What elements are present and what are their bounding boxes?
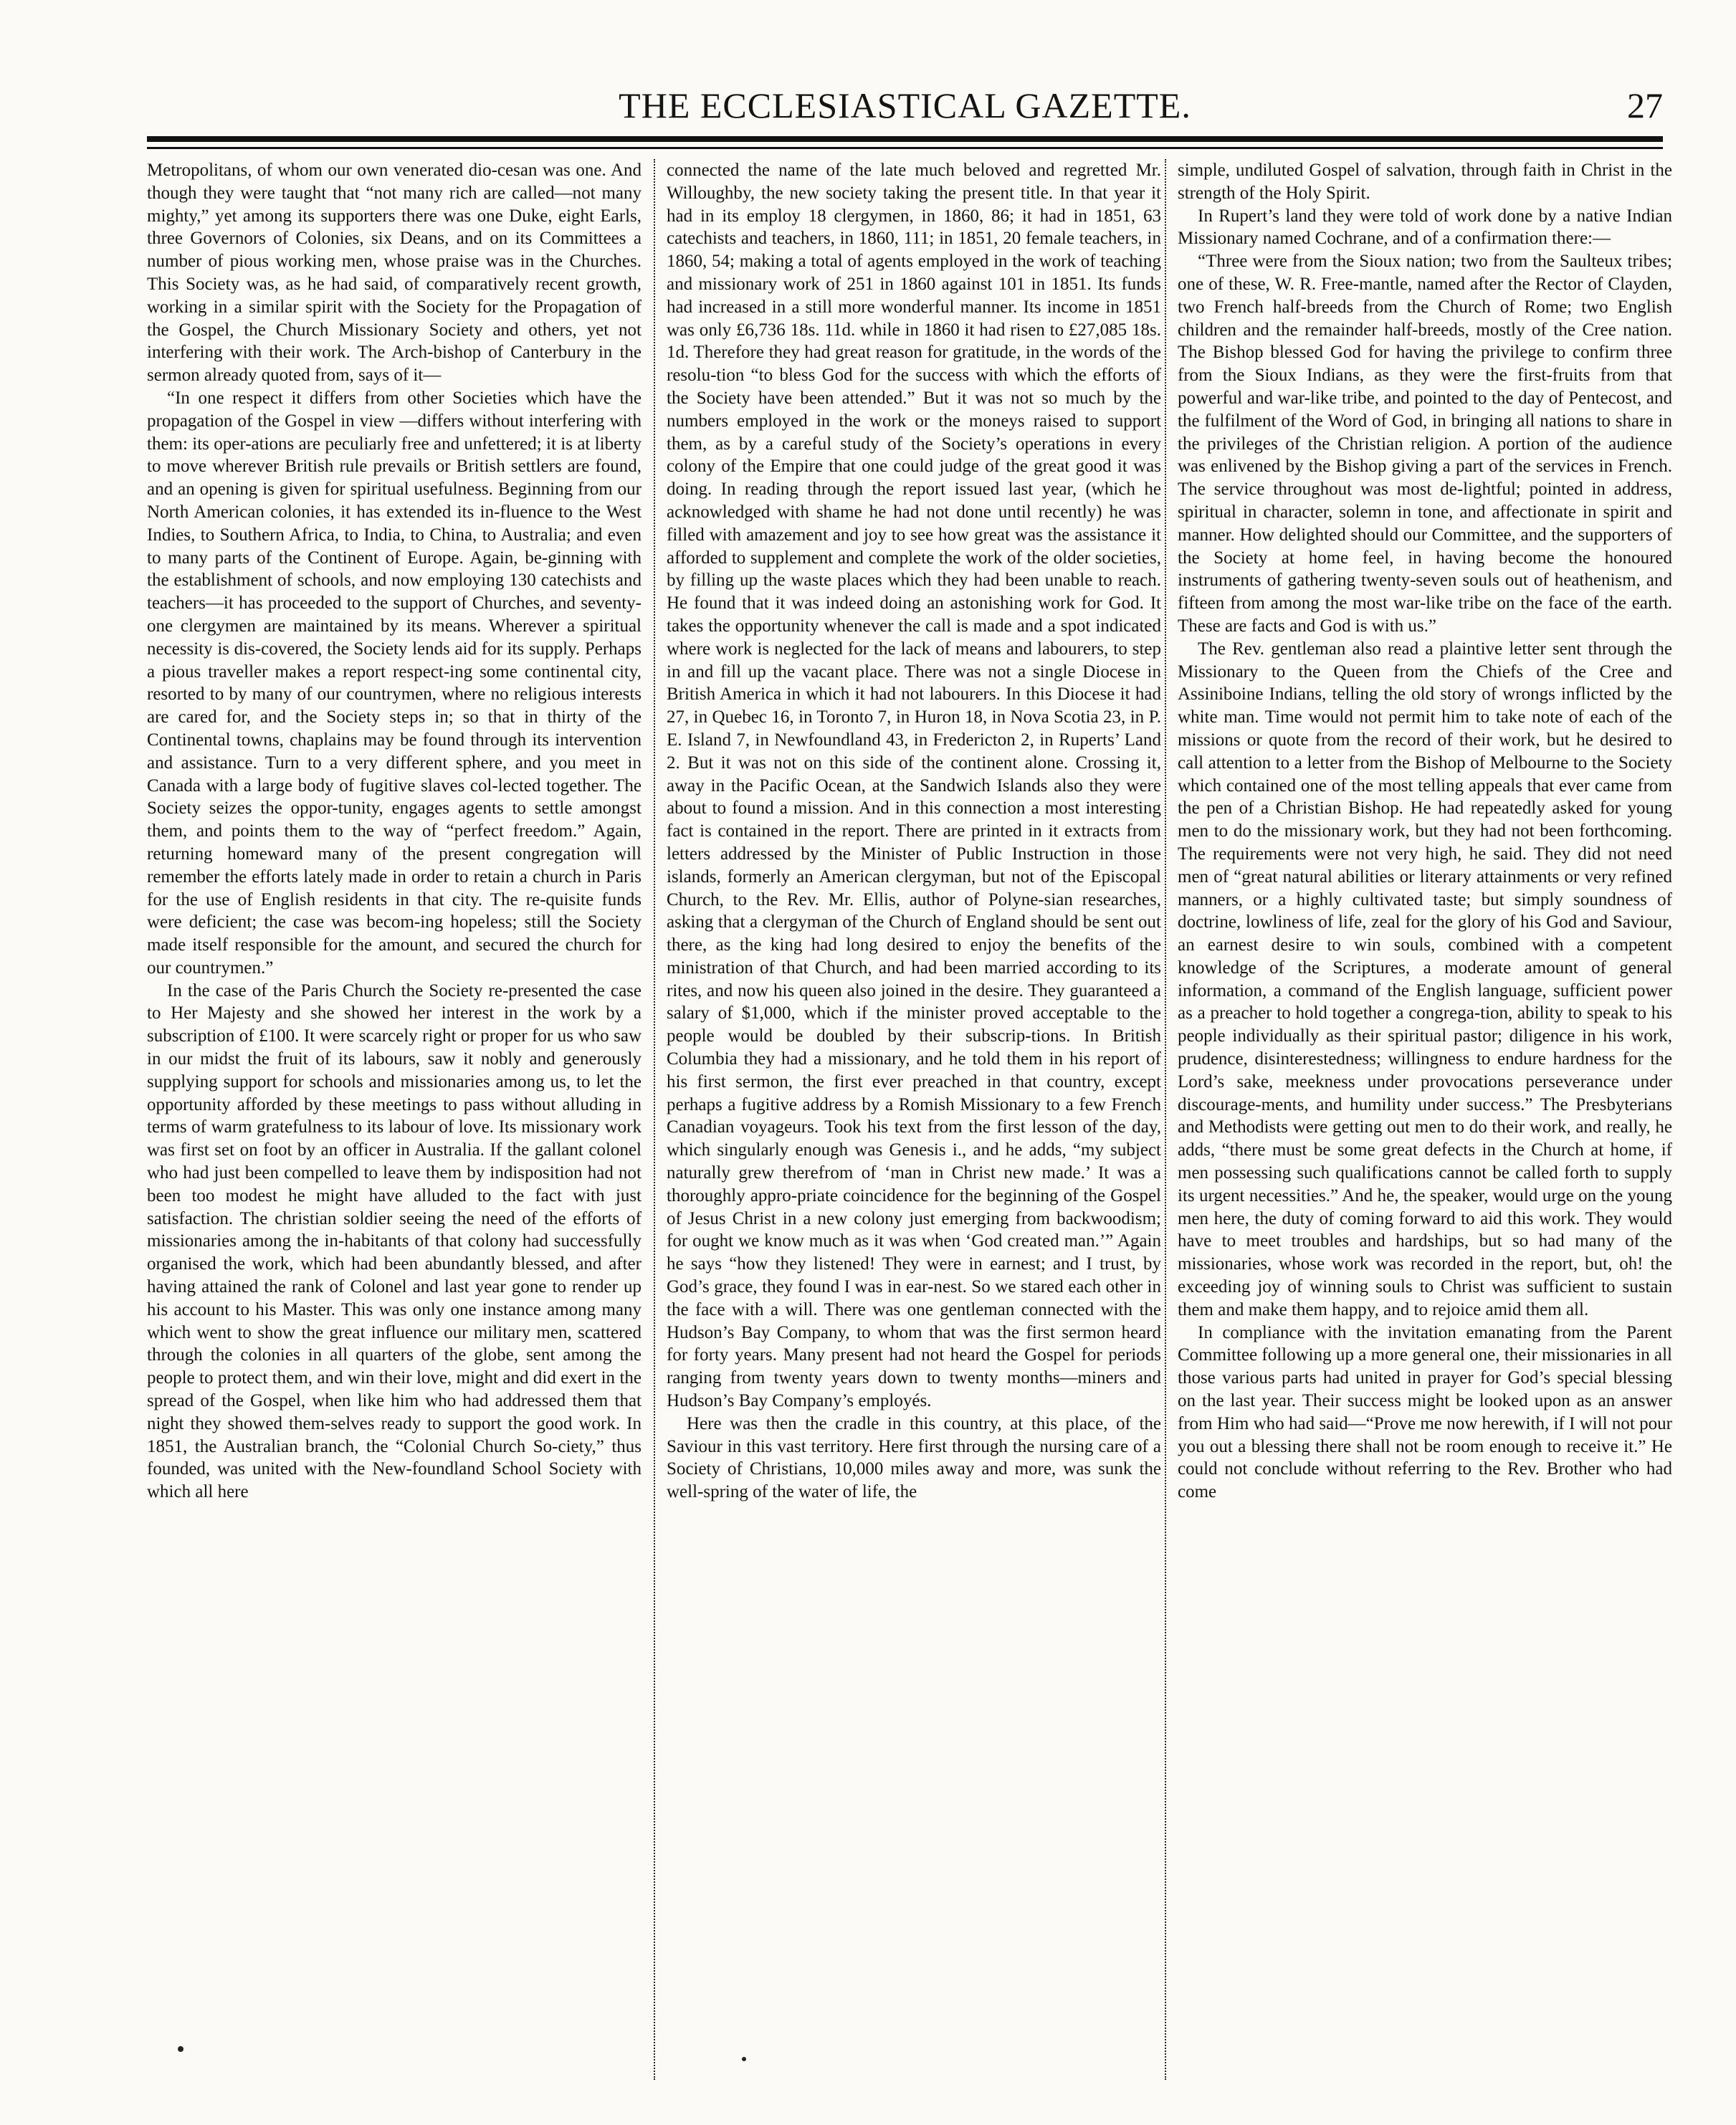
column-divider: [654, 159, 655, 2080]
column-3-paragraph: simple, undiluted Gospel of salvation, through faith in Christ in the strength of the Holy Spirit.: [1178, 161, 1672, 203]
header-rule-thick: [147, 136, 1663, 142]
column-3-paragraph: In compliance with the invitation emanating from the Parent Committee following up a more general one, their missionaries in all those various parts had united in prayer for God’s special blessing on the last year. Their success might be looked upon as an answer from Him who had said—“Prove me now herewith, if I will not pour you out a blessing there shall not be room enough to receive it.” He could not conclude without referring to the Rev. Brother who had come: [1178, 1322, 1672, 1502]
column-1-paragraph: In the case of the Paris Church the Society re-presented the case to Her Majesty and she showed her interest in the work by a subscription of £100. It were scarcely right or proper for us who saw in our midst the fruit of its labours, saw it nobly and generously supplying support for schools and missionaries among us, to let the opportunity afforded by these meetings to pass without alluding in terms of warm gratefulness to its labour of love. Its missionary work was first set on foot by an officer in Australia. If the gallant colonel who had just been compelled to leave them by indisposition had not been too modest he might have alluded to the fact with just satisfaction. The christian soldier seeing the need of the efforts of missionaries among the in-habitants of that colony had successfully organised the work, which had been abundantly blessed, and after having attained the rank of Colonel and last year gone to render up his account to his Master. This was only one instance among many which went to show the great influence our military men, scattered through the colonies in all quarters of the globe, sent among the people to protect them, and win their love, might and did exert in the spread of the Gospel, when like him who had addressed them that night they showed them-selves ready to support the good work. In 1851, the Australian branch, the “Colonial Church So-ciety,” thus founded, was united with the New-foundland School Society with which all here: [147, 980, 642, 1502]
column-2: [667, 159, 1161, 2080]
ink-speck: [742, 2057, 746, 2061]
publication-title: THE ECCLESIASTICAL GAZETTE.: [619, 85, 1191, 125]
column-2-paragraph: connected the name of the late much beloved and regretted Mr. Willoughby, the new society taking the present title. In that year it had in its employ 18 clergymen, in 1860, 86; it had in 1851, 63 catechists and teachers, in 1860, 111; in 1851, 20 female teachers, in 1860, 54; making a total of agents employed in the work of teaching and missionary work of 251 in 1860 against 101 in 1851. Its funds had increased in a still more wonderful manner. Its income in 1851 was only £6,736 18s. 11d. while in 1860 it had risen to £27,085 18s. 1d. Therefore they had great reason for gratitude, in the words of the resolu-tion “to bless God for the success with which the efforts of the Society have been attended.” But it was not so much by the numbers employed in the work or the moneys raised to support them, as by a careful study of the Society’s operations in every colony of the Empire that one could judge of the great good it was doing. In reading through the report issued last year, (which he acknowledged with shame he had not done until recently) he was filled with amazement and joy to see how great was the assistance it afforded to supplement and complete the work of the older societies, by filling up the waste places which they had been unable to reach. He found that it was indeed doing an astonishing work for God. It takes the opportunity whenever the call is made and a spot indicated where work is neglected for the lack of means and labourers, to step in and fill up the vacant place. There was not a single Diocese in British America in which it had not labourers. In this Diocese it had 27, in Quebec 16, in Toronto 7, in Huron 18, in Nova Scotia 23, in P. E. Island 7, in Newfoundland 43, in Fredericton 2, in Ruperts’ Land 2. But it was not on this side of the continent alone. Crossing it, away in the Pacific Ocean, at the Sandwich Islands also they were about to found a mission. And in this connection a most interesting fact is contained in the report. There are printed in it extracts from letters addressed by the Minister of Public Instruction in those islands, formerly an American clergyman, but not of the Episcopal Church, to the Rev. Mr. Ellis, author of Polyne-sian researches, asking that a clergyman of the Church of England should be sent out there, as the king had long desired to enjoy the benefits of the ministration of that Church, and had been married according to its rites, and now his queen also joined in the desire. They guaranteed a salary of $1,000, which if the minister proved acceptable to the people would be doubled by their subscrip-tions. In British Columbia they had a missionary, and he told them in his report of his first sermon, the first ever preached in that country, except perhaps a fugitive address by a Romish Missionary to a few French Canadian voyageurs. Took his text from the first lesson of the day, which singularly enough was Genesis i., and he adds, “my subject naturally grew therefrom of ‘man in Christ new made.’ It was a thoroughly appro-priate coincidence for the beginning of the Gospel of Jesus Christ in a new colony just emerging from backwoodism; for ought we know much as it was when ‘God created man.’” Again he says “how they listened! They were in earnest; and I trust, by God’s grace, they found I was in ear-nest. So we stared each other in the face with a will. There was one gentleman connected with the Hudson’s Bay Company, to whom that was the first sermon heard for forty years. Many present had not heard the Gospel for periods ranging from twenty years down to twenty months—miners and Hudson’s Bay Company’s employés.: [667, 161, 1161, 1411]
page-number: 27: [1627, 85, 1663, 125]
page-header: [147, 79, 1663, 129]
column-1-paragraph: Metropolitans, of whom our own venerated dio-cesan was one. And though they were taught that “not many rich are called—not many mighty,” yet among its supporters there was one Duke, eight Earls, three Governors of Colonies, six Deans, and on its Committees a number of pious working men, whose praise was in the Churches. This Society was, as he had said, of comparatively recent growth, working in a similar spirit with the Society for the Propagation of the Gospel, the Church Missionary Society and others, yet not interfering with their work. The Arch-bishop of Canterbury in the sermon already quoted from, says of it—: [147, 161, 642, 386]
ink-speck: [178, 2046, 183, 2052]
column-3-paragraph: In Rupert’s land they were told of work done by a native Indian Missionary named Cochrane, and of a confirmation there:—: [1178, 206, 1672, 249]
text-columns: [147, 159, 1672, 2080]
column-3-paragraph: “Three were from the Sioux nation; two from the Saulteux tribes; one of these, W. R. Free-mantle, named after the Rector of Clayden, two French half-breeds from the Church of Rome; two English children and the remainder half-breeds, mostly of the Cree nation. The Bishop blessed God for having the privilege to confirm three from the Sioux Indians, as they were the first-fruits from that powerful and war-like tribe, and pointed to the day of Pentecost, and the fulfilment of the Word of God, in bringing all nations to share in the privileges of the Christian religion. A portion of the audience was enlivened by the Bishop giving a part of the services in French. The service throughout was most de-lightful; pointed in address, spiritual in character, solemn in tone, and affectionate in spirit and manner. How delighted should our Committee, and the supporters of the Society at home feel, in having become the honoured instruments of gathering twenty-seven souls out of heathenism, and fifteen from among the most war-like tribe on the face of the earth. These are facts and God is with us.”: [1178, 252, 1672, 636]
column-1: [147, 159, 642, 2080]
column-3: [1178, 159, 1672, 2080]
column-2-paragraph: Here was then the cradle in this country, at this place, of the Saviour in this vast territory. Here first through the nursing care of a Society of Christians, 10,000 miles away and more, was sunk the well-spring of the water of life, the: [667, 1413, 1161, 1502]
header-rule-thin: [147, 147, 1663, 149]
column-1-paragraph: “In one respect it differs from other Societies which have the propagation of the Gospel in view —differs without interfering with them: its oper-ations are peculiarly free and unfettered; it is at liberty to move wherever British rule prevails or British settlers are found, and an opening is given for spiritual usefulness. Beginning from our North American colonies, it has extended its in-fluence to the West Indies, to Southern Africa, to India, to China, to Australia; and even to many parts of the Continent of Europe. Again, be-ginning with the establishment of schools, and now employing 130 catechists and teachers—it has proceeded to the support of Churches, and seventy-one clergymen are maintained by its means. Wherever a spiritual necessity is dis-covered, the Society lends aid for its supply. Perhaps a pious traveller makes a report respect-ing some continental city, resorted to by many of our countrymen, where no religious interests are cared for, and the Society steps in; so that in thirty of the Continental towns, chaplains may be found through its intervention and assistance. Turn to a very different sphere, and you meet in Canada with a large body of fugitive slaves col-lected together. The Society seizes the oppor-tunity, engages agents to settle amongst them, and points them to the way of “perfect freedom.” Again, returning homeward many of the present congregation will remember the efforts lately made in order to retain a church in Paris for the use of English residents in that city. The re-quisite funds were deficient; the case was becom-ing hopeless; still the Society made itself responsible for the amount, and secured the church for our countrymen.”: [147, 388, 642, 978]
column-3-paragraph: The Rev. gentleman also read a plaintive letter sent through the Missionary to the Queen from the Chiefs of the Cree and Assiniboine Indians, telling the old story of wrongs inflicted by the white man. Time would not permit him to take note of each of the missions or quote from the record of their work, but he desired to call attention to a letter from the Bishop of Melbourne to the Society which contained one of the most telling appeals that ever came from the pen of a Christian Bishop. He had repeatedly asked for young men to do the missionary work, but they had not been forthcoming. The requirements were not very high, he said. They did not need men of “great natural abilities or literary attainments or very refined manners, or a highly cultivated taste; but simply soundness of doctrine, lowliness of life, zeal for the glory of his God and Saviour, an earnest desire to win souls, combined with a competent knowledge of the Scriptures, a moderate amount of general information, a command of the English language, sufficient power as a preacher to hold together a congrega-tion, ability to speak to his people individually as their spiritual pastor; diligence in his work, prudence, disinterestedness; willingness to endure hardness for the Lord’s sake, meekness under provocations perseverance under discourage-ments, and humility under success.” The Presbyterians and Methodists were getting out men to do their work, and really, he adds, “there must be some great defects in the Church at home, if men possessing such qualifications cannot be called forth to supply its urgent necessities.” And he, the speaker, would urge on the young men here, the duty of coming forward to aid this work. They would have to meet troubles and hardships, but so had many of the missionaries, whose work was recorded in the report, but, oh! the exceeding joy of winning souls to Christ was sufficient to sustain them and make them happy, and to rejoice amid them all.: [1178, 639, 1672, 1319]
column-divider: [1165, 159, 1166, 2080]
